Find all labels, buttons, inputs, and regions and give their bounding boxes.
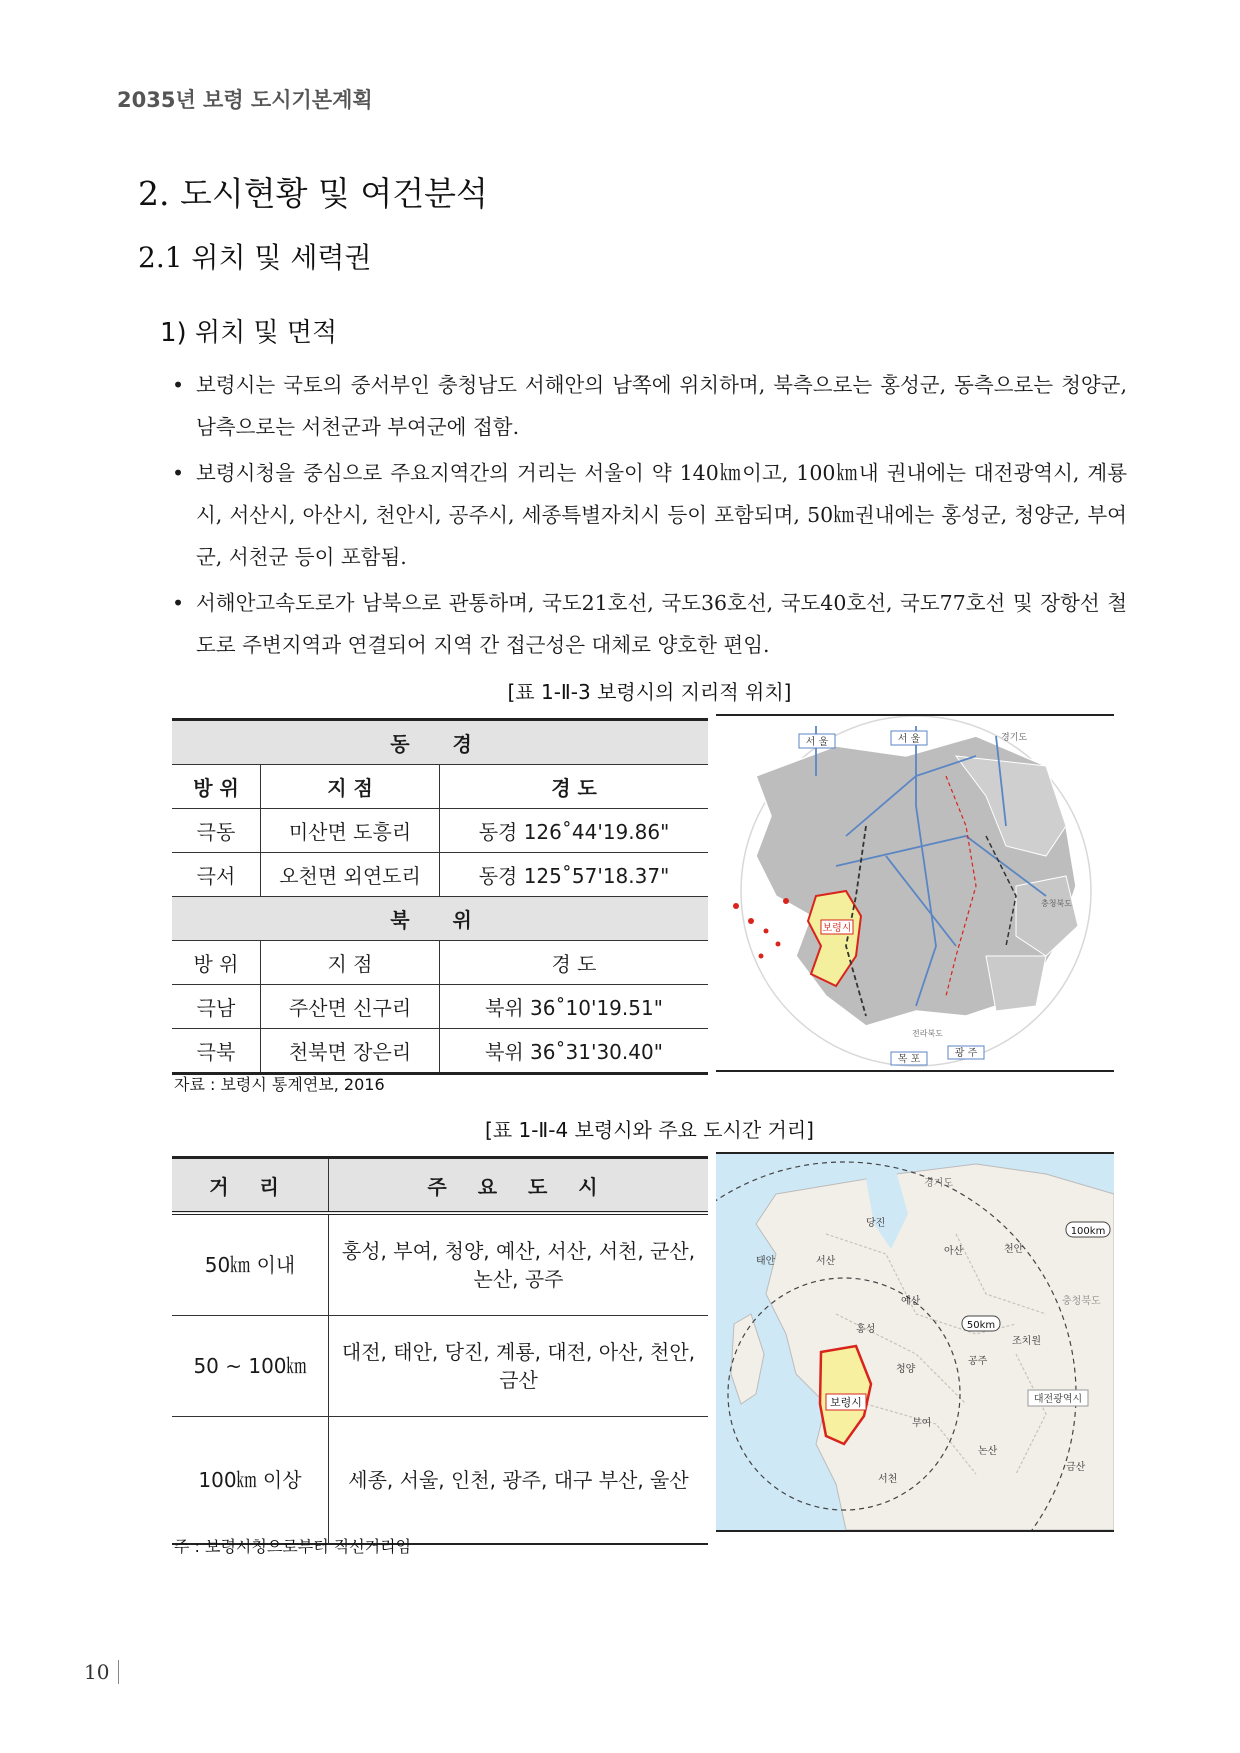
running-head: 2035년 보령 도시기본계획 bbox=[117, 88, 373, 112]
col-header-cities: 주 요 도 시 bbox=[329, 1158, 709, 1214]
distance-map bbox=[716, 1152, 1114, 1532]
map2-label: 경기도 bbox=[924, 1178, 953, 1189]
table-cell: 극북 bbox=[172, 1029, 261, 1074]
map2-label: 예산 bbox=[901, 1296, 921, 1307]
bullet-text: 보령시는 국토의 중서부인 충청남도 서해안의 남쪽에 위치하며, 북측으로는 홍성군, 동측으로는 청양군, 남측으로는 서천군과 부여군에 접함. bbox=[196, 373, 1127, 439]
bullet-text: 서해안고속도로가 남북으로 관통하며, 국도21호선, 국도36호선, 국도40호선, 국도77호선 및 장항선 철도로 주변지역과 연결되어 지역 간 접근성은 대체로 양호한 편임. bbox=[196, 591, 1127, 657]
bullet-list bbox=[172, 364, 1127, 670]
table-row bbox=[172, 1213, 708, 1316]
table-cell: 오천면 외연도리 bbox=[261, 853, 440, 897]
map2-label: 논산 bbox=[978, 1446, 998, 1457]
bullet-dot: • bbox=[172, 591, 185, 615]
bullet-item bbox=[172, 364, 1127, 448]
bullet-item bbox=[172, 452, 1127, 578]
table-cell: 대전, 태안, 당진, 계룡, 대전, 아산, 천안, 금산 bbox=[329, 1316, 709, 1417]
map2-label: 부여 bbox=[912, 1418, 932, 1429]
bullet-item bbox=[172, 582, 1127, 666]
map2-label: 당진 bbox=[866, 1218, 886, 1229]
table-cell: 100㎞ 이상 bbox=[172, 1417, 329, 1545]
table-row bbox=[172, 1029, 708, 1074]
table-cell: 극서 bbox=[172, 853, 261, 897]
map1-label: 서 울 bbox=[805, 737, 829, 748]
col-header-coordinate: 경 도 bbox=[440, 765, 709, 809]
map2-label: 충청북도 bbox=[1062, 1296, 1101, 1307]
chapter-title: 2. 도시현황 및 여건분석 bbox=[138, 174, 488, 213]
map1-label: 보령시 bbox=[822, 923, 852, 934]
map2-label: 천안 bbox=[1004, 1244, 1024, 1255]
table-cell: 동경 126˚44'19.86" bbox=[440, 809, 709, 853]
table-cell: 극남 bbox=[172, 985, 261, 1029]
map2-label: 공주 bbox=[968, 1356, 988, 1367]
distance-table bbox=[172, 1156, 708, 1545]
map1-label: 충청북도 bbox=[1041, 899, 1072, 908]
col-header-point: 지 점 bbox=[261, 765, 440, 809]
table2-caption: [표 1-Ⅱ-4 보령시와 주요 도시간 거리] bbox=[485, 1118, 814, 1142]
map2-label: 청양 bbox=[896, 1364, 916, 1375]
table1-source: 자료 : 보령시 통계연보, 2016 bbox=[174, 1075, 385, 1094]
table-row bbox=[172, 1316, 708, 1417]
table-cell: 동경 125˚57'18.37" bbox=[440, 853, 709, 897]
table2-note: 주 : 보령시청으로부터 직선거리임 bbox=[174, 1537, 412, 1556]
east-longitude-header: 동 경 bbox=[172, 720, 708, 765]
map1-label: 경기도 bbox=[1001, 733, 1028, 743]
north-latitude-header: 북 위 bbox=[172, 897, 708, 941]
map2-label: 홍성 bbox=[856, 1324, 876, 1335]
map2-label: 금산 bbox=[1066, 1462, 1086, 1473]
col-header-point: 지 점 bbox=[261, 941, 440, 985]
map1-label: 전라북도 bbox=[912, 1029, 943, 1038]
bullet-dot: • bbox=[172, 373, 185, 397]
table-cell: 50 ~ 100㎞ bbox=[172, 1316, 329, 1417]
ring-label-100km: 100km bbox=[1070, 1226, 1106, 1237]
map1-label: 광 주 bbox=[954, 1048, 978, 1059]
map1-label: 서 울 bbox=[897, 734, 921, 745]
map2-label: 보령시 bbox=[830, 1396, 862, 1409]
table-row bbox=[172, 985, 708, 1029]
table-row bbox=[172, 1417, 708, 1545]
table-row bbox=[172, 809, 708, 853]
table-cell: 50㎞ 이내 bbox=[172, 1213, 329, 1316]
regional-map bbox=[716, 714, 1114, 1072]
subsection-title: 1) 위치 및 면적 bbox=[160, 318, 338, 348]
regional-map-svg bbox=[716, 716, 1114, 1070]
table1-caption: [표 1-Ⅱ-3 보령시의 지리적 위치] bbox=[507, 680, 792, 704]
col-header-direction: 방 위 bbox=[172, 765, 261, 809]
distance-map-svg bbox=[716, 1154, 1114, 1530]
col-header-coordinate: 경 도 bbox=[440, 941, 709, 985]
map2-label: 서산 bbox=[816, 1256, 836, 1267]
table-cell: 천북면 장은리 bbox=[261, 1029, 440, 1074]
table-cell: 극동 bbox=[172, 809, 261, 853]
ring-label-50km: 50km bbox=[966, 1320, 996, 1331]
map2-label: 대전광역시 bbox=[1033, 1394, 1083, 1405]
table-cell: 세종, 서울, 인천, 광주, 대구 부산, 울산 bbox=[329, 1417, 709, 1545]
geo-location-table bbox=[172, 718, 708, 1075]
map2-label: 태안 bbox=[756, 1256, 776, 1267]
map1-label: 목 포 bbox=[897, 1054, 921, 1065]
table-cell: 주산면 신구리 bbox=[261, 985, 440, 1029]
section-title: 2.1 위치 및 세력권 bbox=[138, 241, 372, 274]
page-number: 10 bbox=[84, 1660, 110, 1684]
map2-label: 조치원 bbox=[1012, 1336, 1041, 1347]
map2-label: 아산 bbox=[944, 1246, 964, 1257]
map2-label: 서천 bbox=[878, 1474, 898, 1485]
table-cell: 북위 36˚10'19.51" bbox=[440, 985, 709, 1029]
page-number-divider bbox=[118, 1660, 119, 1684]
bullet-dot: • bbox=[172, 461, 185, 485]
table-cell: 홍성, 부여, 청양, 예산, 서산, 서천, 군산, 논산, 공주 bbox=[329, 1213, 709, 1316]
col-header-direction: 방 위 bbox=[172, 941, 261, 985]
table-row bbox=[172, 853, 708, 897]
table-cell: 미산면 도흥리 bbox=[261, 809, 440, 853]
bullet-text: 보령시청을 중심으로 주요지역간의 거리는 서울이 약 140㎞이고, 100㎞내 권내에는 대전광역시, 계룡시, 서산시, 아산시, 천안시, 공주시, 세종특별자치시 등이 포함되며, 50㎞권내에는 홍성군, 청양군, 부여군, 서천군 등이 포함됨. bbox=[196, 461, 1127, 569]
table-cell: 북위 36˚31'30.40" bbox=[440, 1029, 709, 1074]
col-header-distance: 거 리 bbox=[172, 1158, 329, 1214]
